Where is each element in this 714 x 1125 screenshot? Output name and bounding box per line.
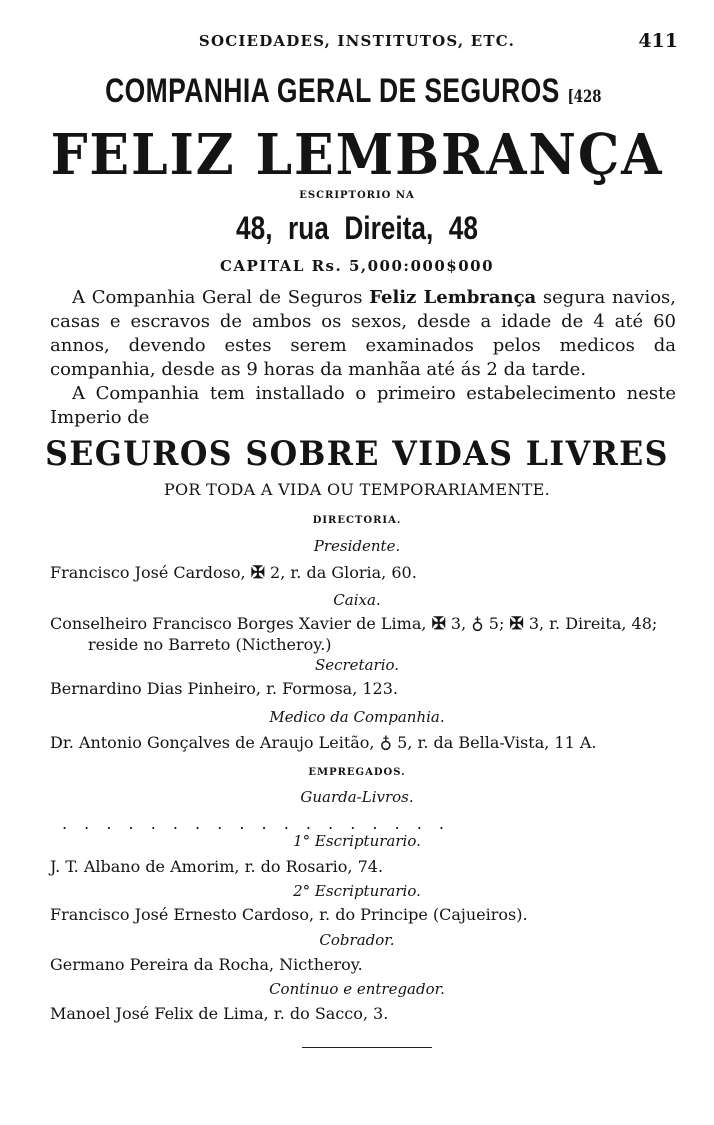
paragraph-1-end: segura navios, casas e escravos de ambos os sexos, desde a idade de 4 até 60 annos, devendo estes serem examinados pelos medicos da companhia, desde as 9 horas da manhãa até ás 2 da tarde. bbox=[50, 287, 676, 380]
role-collector: Cobrador. bbox=[319, 931, 395, 949]
headline-subtitle: POR TODA A VIDA OU TEMPORARIAMENTE. bbox=[163, 480, 551, 499]
role-doctor: Medico da Companhia. bbox=[269, 708, 445, 726]
role-treasurer: Caixa. bbox=[333, 591, 381, 609]
president-name: Francisco José Cardoso, bbox=[50, 563, 246, 582]
company-reference: [428 bbox=[567, 87, 602, 107]
role-bookkeeper: Guarda-Livros. bbox=[300, 788, 414, 806]
role-messenger: Continuo e entregador. bbox=[269, 980, 445, 998]
treasurer-title-3: 3, r. Direita, 48; bbox=[528, 614, 658, 633]
role-president: Presidente. bbox=[313, 537, 401, 555]
treasurer-name: Conselheiro Francisco Borges Xavier de Lima, bbox=[50, 614, 427, 633]
paragraph-1-start: A Companhia Geral de Seguros bbox=[72, 287, 370, 308]
paragraph-insurance bbox=[50, 286, 676, 382]
entry-messenger: Manoel José Felix de Lima, r. do Sacco, 3. bbox=[50, 1004, 389, 1023]
entry-secretary: Bernardino Dias Pinheiro, r. Formosa, 123. bbox=[50, 679, 398, 698]
closing-rule bbox=[302, 1047, 432, 1048]
role-first-clerk: 1° Escripturario. bbox=[293, 832, 421, 850]
treasurer-title-1: 3, bbox=[450, 614, 467, 633]
medal-icon: ♁ bbox=[471, 614, 484, 634]
president-address: 2, r. da Gloria, 60. bbox=[270, 563, 417, 582]
entry-collector: Germano Pereira da Rocha, Nictheroy. bbox=[50, 955, 363, 974]
doctor-name: Dr. Antonio Gonçalves de Araujo Leitão, bbox=[50, 733, 375, 752]
page-number: 411 bbox=[638, 30, 678, 52]
paragraph-1-company: Feliz Lembrança bbox=[369, 287, 537, 308]
role-secretary: Secretario. bbox=[314, 656, 400, 674]
office-label: ESCRIPTORIO NA bbox=[299, 190, 415, 201]
entry-treasurer-residence: reside no Barreto (Nictheroy.) bbox=[88, 635, 332, 654]
entry-treasurer bbox=[50, 614, 657, 634]
medal-icon: ♁ bbox=[379, 733, 393, 753]
running-head: SOCIEDADES, INSTITUTOS, ETC. bbox=[198, 32, 516, 50]
company-name-text: COMPANHIA GERAL DE SEGUROS bbox=[105, 72, 560, 110]
company-name bbox=[75, 72, 632, 111]
entry-second-clerk: Francisco José Ernesto Cardoso, r. do Principe (Cajueiros). bbox=[50, 905, 528, 924]
entry-doctor bbox=[50, 733, 597, 753]
office-address: 48, rua Direita, 48 bbox=[236, 210, 478, 246]
employees-heading: EMPREGADOS. bbox=[308, 767, 406, 778]
capital-line: CAPITAL Rs. 5,000:000$000 bbox=[219, 257, 495, 275]
cross-icon: ✠ bbox=[509, 614, 524, 634]
paragraph-establishment: A Companhia tem installado o primeiro estabelecimento neste Imperio de bbox=[50, 383, 676, 428]
bookkeeper-dotted-line: . . . . . . . . . . . . . . . . . . bbox=[62, 814, 451, 833]
treasurer-title-2: 5; bbox=[488, 614, 505, 633]
entry-first-clerk: J. T. Albano de Amorim, r. do Rosario, 74. bbox=[50, 857, 384, 876]
role-second-clerk: 2° Escripturario. bbox=[293, 882, 421, 900]
entry-president bbox=[50, 563, 417, 583]
cross-icon: ✠ bbox=[250, 563, 265, 583]
doctor-address: 5, r. da Bella-Vista, 11 A. bbox=[397, 733, 597, 752]
company-title: FELIZ LEMBRANÇA bbox=[50, 122, 664, 188]
cross-icon: ✠ bbox=[431, 614, 446, 634]
headline-life-insurance: SEGUROS SOBRE VIDAS LIVRES bbox=[45, 434, 669, 474]
directory-heading: DIRECTORIA. bbox=[312, 515, 402, 526]
